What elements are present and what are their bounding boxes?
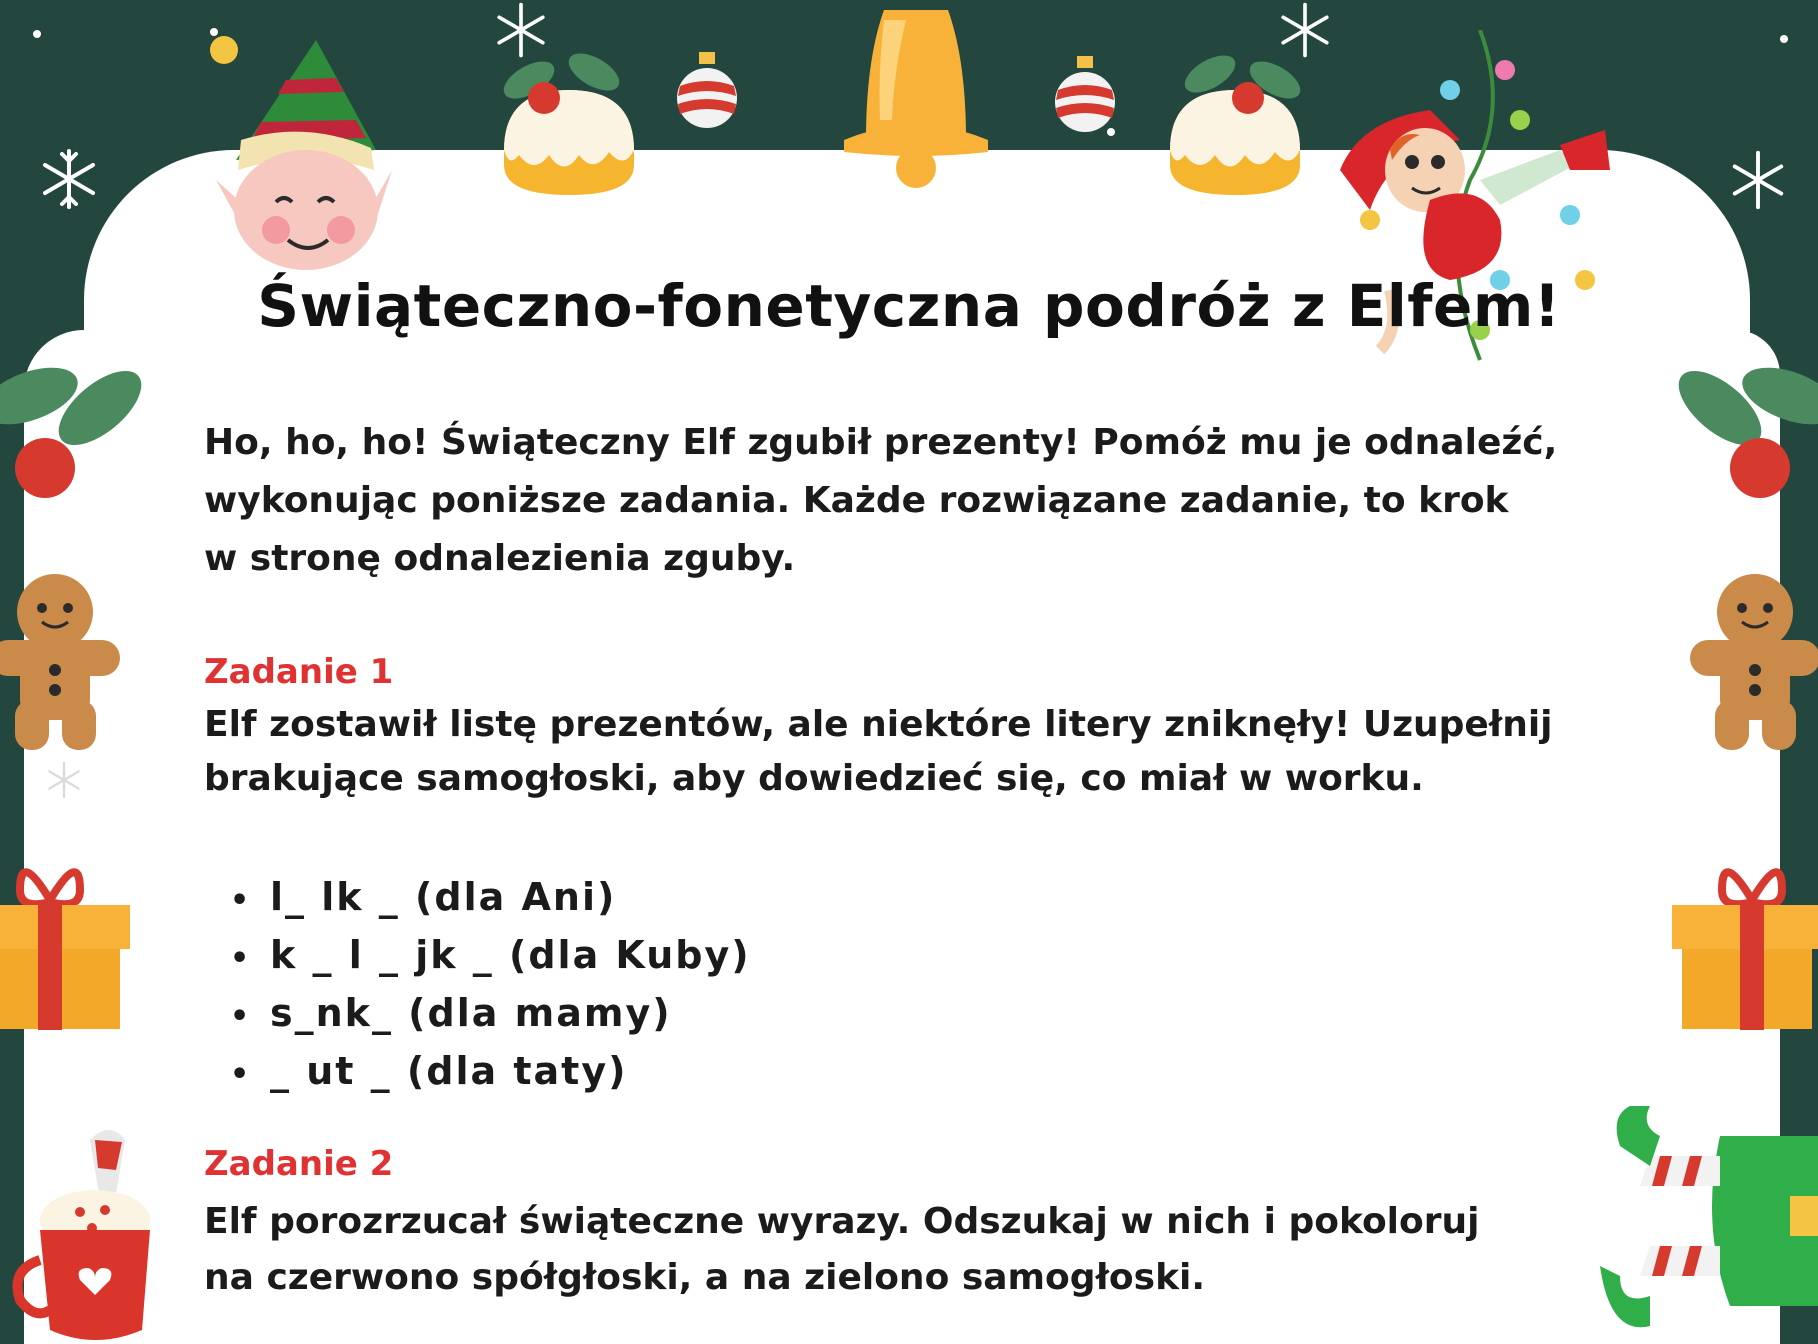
elf-head-icon	[206, 30, 396, 270]
page-title: Świąteczno-fonetyczna podróż z Elfem!	[257, 272, 1561, 340]
list-item-text: k _ l _ jk _ (dla Kuby)	[270, 933, 751, 977]
holly-icon	[0, 356, 160, 506]
snow-dot	[33, 30, 41, 38]
bullet-icon: •	[230, 883, 252, 918]
bullet-icon: •	[230, 999, 252, 1034]
gift-icon	[1672, 850, 1818, 1030]
task2-line: na czerwono spółgłoski, a na zielono samogłoski.	[204, 1257, 1206, 1298]
ornament-icon	[672, 46, 742, 136]
intro-line: Ho, ho, ho! Świąteczny Elf zgubił prezenty! Pomóż mu je odnaleźć,	[204, 422, 1558, 463]
gingerbread-icon	[1680, 570, 1818, 750]
ornament-icon	[1050, 50, 1120, 140]
task1-heading: Zadanie 1	[204, 652, 394, 692]
bullet-icon: •	[230, 1057, 252, 1092]
intro-line: w stronę odnalezienia zguby.	[204, 538, 796, 579]
intro-line: wykonując poniższe zadania. Każde rozwiązane zadanie, to krok	[204, 480, 1509, 521]
list-item	[230, 986, 751, 1044]
gingerbread-icon	[0, 570, 130, 750]
elf-legs-icon	[1590, 1096, 1818, 1344]
task1-instructions	[204, 698, 1604, 806]
snow-dot	[1780, 35, 1788, 43]
snowflake-icon	[1726, 148, 1790, 212]
task2-instructions	[204, 1194, 1604, 1306]
cocoa-mug-icon	[10, 1120, 160, 1344]
gift-icon	[0, 850, 130, 1030]
list-item	[230, 870, 751, 928]
list-item-text: s_nk_ (dla mamy)	[270, 991, 672, 1035]
bell-icon	[836, 0, 996, 192]
task2-line: Elf porozrzucał świąteczne wyrazy. Odszukaj w nich i pokoloruj	[204, 1201, 1480, 1242]
task1-word-list	[230, 870, 751, 1102]
pudding-icon	[484, 40, 654, 200]
list-item	[230, 928, 751, 986]
task2-heading: Zadanie 2	[204, 1144, 394, 1184]
list-item-text: l_ lk _ (dla Ani)	[270, 875, 617, 919]
pudding-icon	[1150, 40, 1320, 200]
holly-icon	[1660, 356, 1818, 506]
list-item	[230, 1044, 751, 1102]
intro-paragraph	[204, 414, 1604, 588]
list-item-text: _ ut _ (dla taty)	[270, 1049, 628, 1093]
snowflake-icon	[44, 752, 84, 808]
task1-line: Elf zostawił listę prezentów, ale niektóre litery zniknęły! Uzupełnij	[204, 704, 1553, 745]
snow-dot	[36, 1096, 44, 1104]
task1-line: brakujące samogłoski, aby dowiedzieć się, co miał w worku.	[204, 758, 1424, 799]
bullet-icon: •	[230, 941, 252, 976]
snowflake-icon	[36, 146, 102, 212]
